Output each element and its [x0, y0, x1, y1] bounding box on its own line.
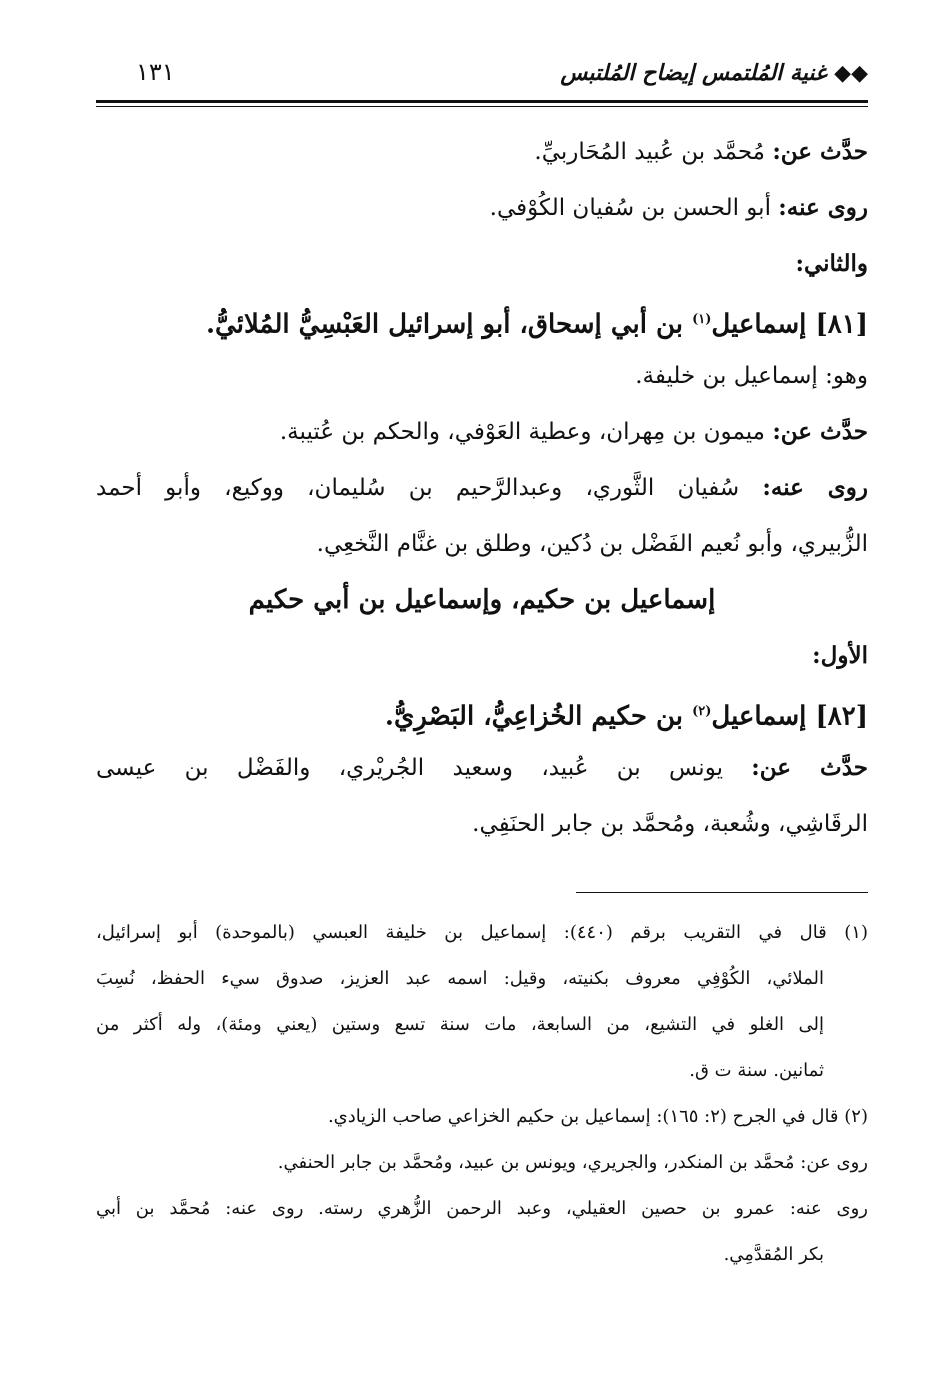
footnote-2-line: روى عن: مُحمَّد بن المنكدر، والجريري، ويونس بن عبيد، ومُحمَّد بن جابر الحنفي. [277, 1152, 868, 1173]
footnote-1-line: إلى الغلو في التشيع، من السابعة، مات سنة تسع وستين (يعني ومئة)، وله أكثر من [96, 1014, 825, 1035]
footnote-1-line: ثمانين. سنة ت ق. [689, 1060, 824, 1081]
label-haddatha-an: حدَّث عن: [772, 418, 868, 445]
text-line [96, 740, 868, 796]
section-heading: إسماعيل بن حكيم، وإسماعيل بن أبي حكيم [248, 585, 716, 615]
header-rule-thick [96, 100, 868, 103]
entry-81-title [96, 292, 868, 348]
text-line [96, 404, 868, 460]
text-line [96, 124, 868, 180]
line-text: سُفيان الثَّوري، وعبدالرَّحيم بن سُليمان، ووكيع، وأبو أحمد [96, 475, 763, 501]
running-header [96, 56, 868, 100]
label-rawa-anhu: روى عنه: [762, 474, 868, 501]
footnote-2-line: روى عنه: عمرو بن حصين العقيلي، وعبد الرحمن الزُّهري رسته. روى عنه: مُحمَّد بن أبي [96, 1198, 868, 1219]
line-text: ميمون بن مِهران، وعطية العَوْفي، والحكم بن عُتيبة. [279, 419, 773, 445]
running-title: ◆◆ غنية المُلتمس إيضاح المُلتبس [560, 60, 868, 86]
line-text: مُحمَّد بن عُبيد المُحَاربيِّ. [534, 139, 773, 165]
text-line [96, 460, 868, 516]
page-number: ١٣١ [136, 58, 175, 86]
footnote-1-line: الملائي، الكُوْفِي معروف بكنيته، وقيل: اسمه عبد العزيز، صدوق سيء الحفظ، نُسِبَ [96, 968, 824, 989]
line-text: أبو الحسن بن سُفيان الكُوْفي. [489, 195, 779, 221]
subheading-first: الأول: [812, 642, 868, 669]
footnote-1-line: (١) قال في التقريب برقم (٤٤٠): إسماعيل بن خليفة العبسي (بالموحدة) أبو إسرائيل، [96, 922, 868, 943]
entry-title-end: بن حكيم الخُزاعِيُّ، البَصْرِيُّ. [384, 701, 693, 732]
label-rawa-anhu: روى عنه: [778, 194, 868, 221]
text-line: وهو: إسماعيل بن خليفة. [635, 363, 868, 389]
text-line [96, 180, 868, 236]
footnote-2-line: (٢) قال في الجرح (٢: ١٦٥): إسماعيل بن حكيم الخزاعي صاحب الزيادي. [327, 1106, 868, 1127]
footnote-2-line: بكر المُقدَّمِي. [723, 1244, 824, 1265]
entry-title-end: بن أبي إسحاق، أبو إسرائيل العَبْسِيُّ المُلائيُّ. [205, 309, 693, 340]
footnote-separator [576, 892, 868, 893]
header-rule-thin [96, 106, 868, 107]
entry-82-title [96, 684, 868, 740]
entry-title-start: [٨٢] إسماعيل [711, 701, 868, 732]
label-haddatha-an: حدَّث عن: [751, 754, 868, 781]
text-line: الزُّبيري، وأبو نُعيم الفَضْل بن دُكين، وطلق بن غنَّام النَّخعِي. [316, 531, 868, 557]
subheading-second: والثاني: [795, 250, 868, 277]
footnote-ref-2: (٢) [692, 704, 712, 719]
footnote-ref-1: (١) [692, 312, 712, 327]
label-haddatha-an: حدَّث عن: [772, 138, 868, 165]
entry-title-start: [٨١] إسماعيل [711, 309, 868, 340]
line-text: يونس بن عُبيد، وسعيد الجُريْري، والفَضْل بن عيسى [96, 755, 752, 781]
footnotes [96, 910, 868, 1278]
text-line: الرقَاشِي، وشُعبة، ومُحمَّد بن جابر الحنَفِي. [472, 811, 868, 837]
main-text [96, 124, 868, 852]
